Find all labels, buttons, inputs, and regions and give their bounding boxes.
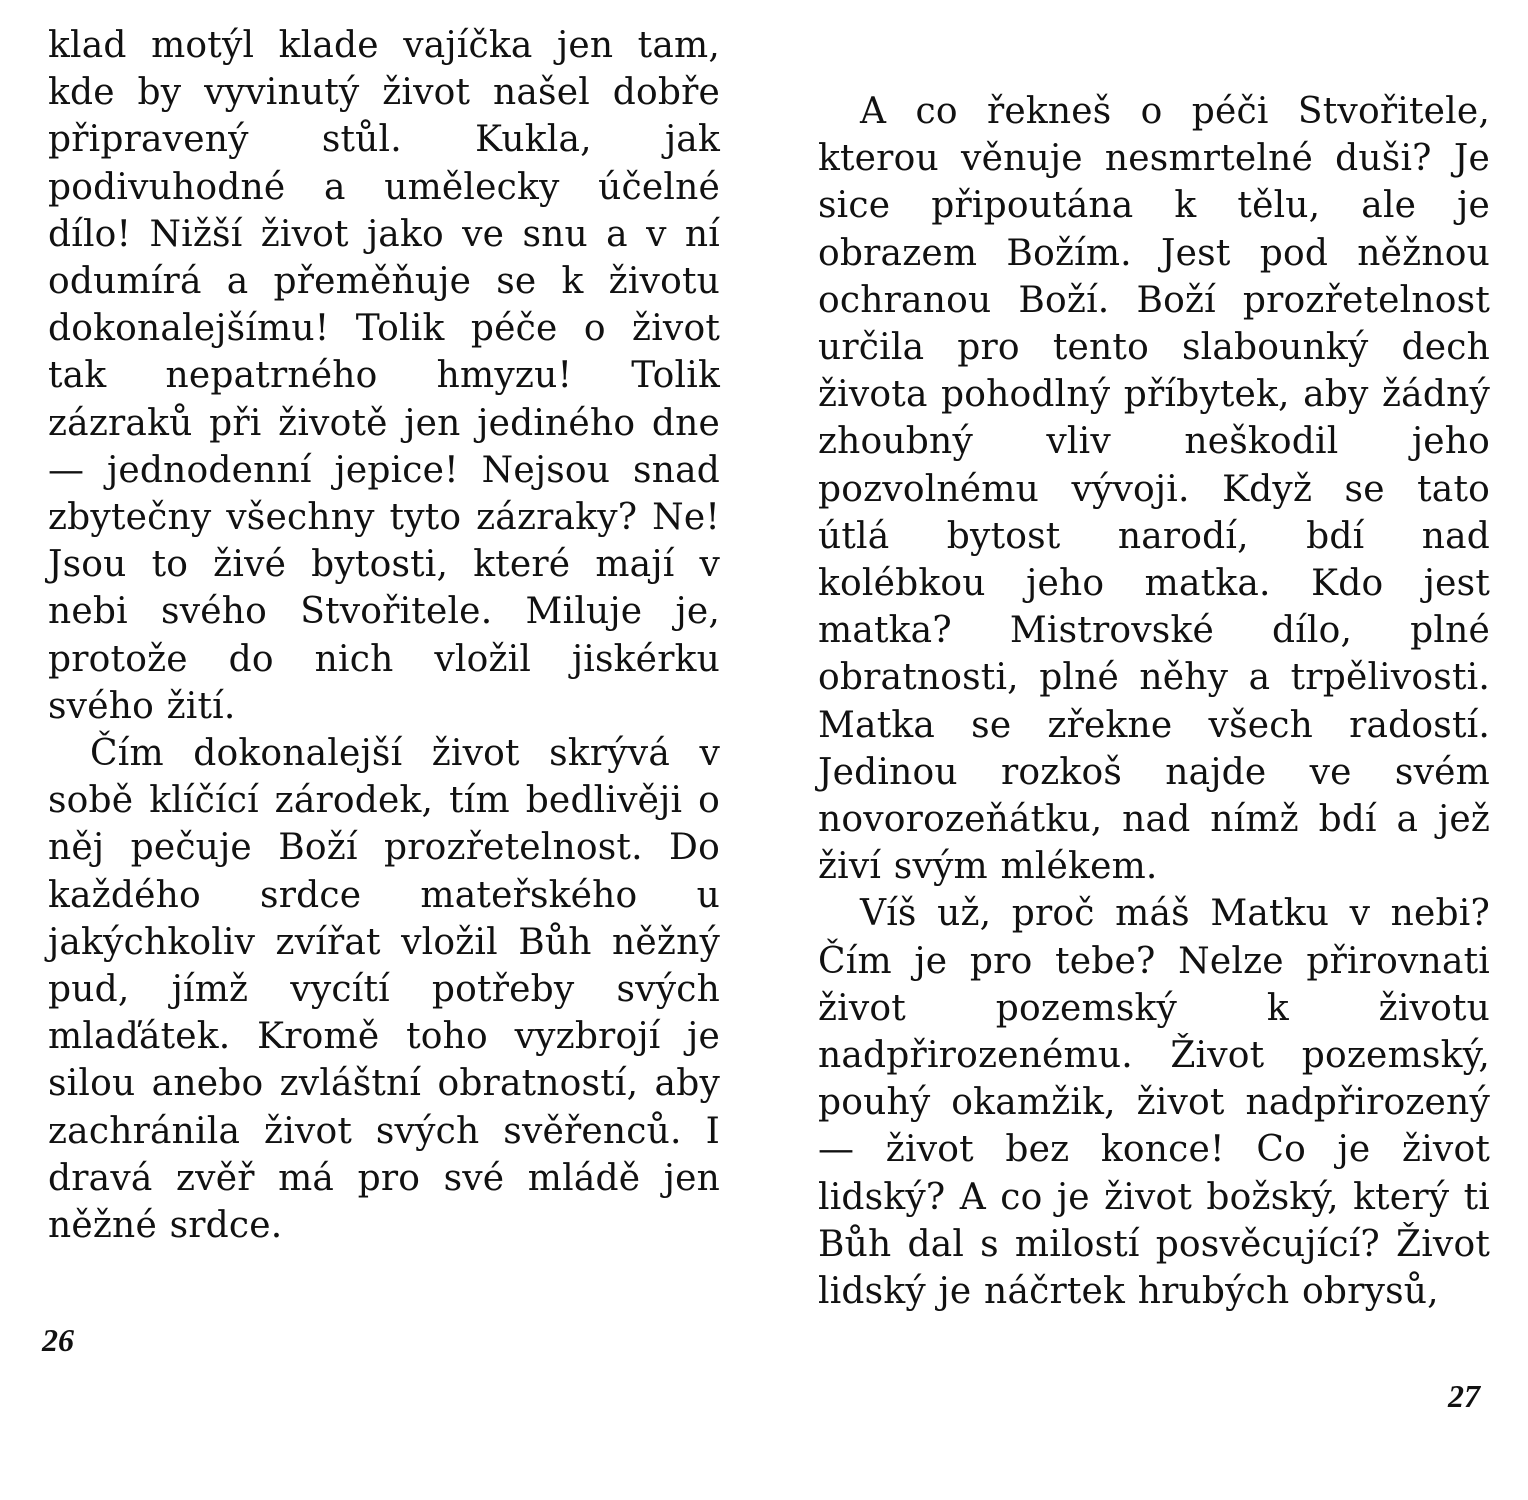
page-number-right: 27 [1448,1378,1480,1414]
left-page-text [48,22,720,1249]
left-paragraph-2: Čím dokonalejší život skrývá v sobě klíčící zárodek, tím bedlivěji o něj pečuje Boží prozřetelnost. Do každého srdce mateřského u jakýchkoliv zvířat vložil Bůh něžný pud, jímž vycítí potřeby svých mlaďátek. Kromě toho vyzbrojí je silou anebo zvláštní obratností, aby zachránila život svých svěřenců. I dravá zvěř má pro své mládě jen něžné srdce. [48,733,720,1247]
right-page-text [818,88,1490,1315]
left-paragraph-1: klad motýl klade vajíčka jen tam, kde by vyvinutý život našel dobře připravený stůl. Kukla, jak podivuhodné a umělecky účelné dílo! Nižší život jako ve snu a v ní odumírá a přeměňuje se k životu dokonalejšímu! Tolik péče o život tak nepatrného hmyzu! Tolik zázraků při životě jen jediného dne — jednodenní jepice! Nejsou snad zbytečny všechny tyto zázraky? Ne! Jsou to živé bytosti, které mají v nebi svého Stvořitele. Miluje je, protože do nich vložil jiskérku svého žití. [48,25,720,727]
right-paragraph-2: Víš už, proč máš Matku v nebi? Čím je pro tebe? Nelze přirovnati život pozemský k životu nadpřirozenému. Život pozemský, pouhý okamžik, život nadpřirozený — život bez konce! Co je život lidský? A co je život božský, který ti Bůh dal s milostí posvěcující? Život lidský je náčrtek hrubých obrysů, [818,893,1490,1313]
right-paragraph-1: A co řekneš o péči Stvořitele, kterou věnuje nesmrtelné duši? Je sice připoutána k tělu, ale je obrazem Božím. Jest pod něžnou ochranou Boží. Boží prozřetelnost určila pro tento slabounký dech života pohodlný příbytek, aby žádný zhoubný vliv neškodil jeho pozvolnému vývoji. Když se tato útlá bytost narodí, bdí nad kolébkou jeho matka. Kdo jest matka? Mistrovské dílo, plné obratnosti, plné něhy a trpělivosti. Matka se zřekne všech radostí. Jedinou rozkoš najde ve svém novorozeňátku, nad nímž bdí a jež živí svým mlékem. [818,91,1490,888]
page-number-left: 26 [42,1322,74,1358]
left-page [0,0,760,1500]
right-page [780,0,1528,1500]
